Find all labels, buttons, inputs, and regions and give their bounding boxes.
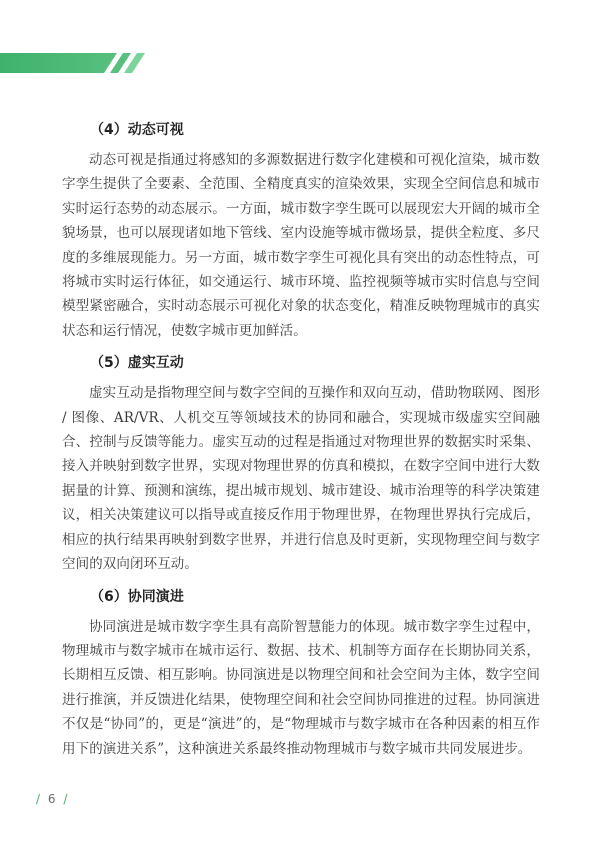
header-decoration: [0, 53, 600, 73]
page-footer: [36, 792, 69, 806]
footer-separator-left: /: [36, 792, 43, 806]
paragraph: 协同演进是城市数字孪生具有高阶智慧能力的体现。城市数字孪生过程中，物理城市与数字城市在城市运行、数据、技术、机制等方面存在长期协同关系，长期相互反馈、相互影响。协同演进是以物理空间和社会空间为主体，数字空间进行推演，并反馈进化结果，使物理空间和社会空间协同推进的过程。协同演进不仅是“协同”的，更是“演进”的，是“物理城市与数字城市在各种因素的相互作用下的演进关系”，这种演进关系最终推动物理城市与数字城市共同发展进步。: [62, 618, 540, 757]
section-heading: （6）协同演进: [90, 588, 184, 605]
section-heading: （5）虚实互动: [90, 355, 184, 372]
document-body: [62, 118, 540, 769]
header-stripes-icon: [0, 53, 600, 73]
section-collaborative-evolution: [62, 585, 540, 761]
header-bar: [0, 53, 117, 73]
paragraph: 动态可视是指通过将感知的多源数据进行数字化建模和可视化渲染，城市数字孪生提供了全要素、全范围、全精度真实的渲染效果，实现全空间信息和城市实时运行态势的动态展示。一方面，城市数字孪生既可以展现宏大开阔的城市全貌场景，也可以展现诸如地下管线、室内设施等城市微场景，提供全粒度、多尺度的多维展现能力。另一方面，城市数字孪生可视化具有突出的动态性特点，可将城市实时运行体征，如交通运行、城市环境、监控视频等城市实时信息与空间模型紧密融合，实时动态展示可视化对象的状态变化，精准反映物理城市的真实状态和运行情况，使数字城市更加鲜活。: [62, 152, 540, 339]
footer-separator-right: /: [63, 792, 70, 806]
page-number: 6: [47, 792, 58, 806]
section-virtual-real-interaction: [62, 351, 540, 576]
section-dynamic-visual: [62, 118, 540, 343]
section-heading: （4）动态可视: [90, 122, 184, 138]
paragraph: 虚实互动是指物理空间与数字空间的互操作和双向互动，借助物联网、图形 / 图像、AR/VR、人机交互等领域技术的协同和融合，实现城市级虚实空间融合、控制与反馈等能力。虚实互动的过程是指通过对物理世界的数据实时采集、接入并映射到数字世界，实现对物理世界的仿真和模拟，在数字空间中进行大数据量的计算、预测和演练，提出城市规划、城市建设、城市治理等的科学决策建议，相关决策建议可以指导或直接反作用于物理世界，在物理世界执行完成后，相应的执行结果再映射到数字世界，并进行信息及时更新，实现物理空间与数字空间的双向闭环互动。: [62, 385, 540, 573]
